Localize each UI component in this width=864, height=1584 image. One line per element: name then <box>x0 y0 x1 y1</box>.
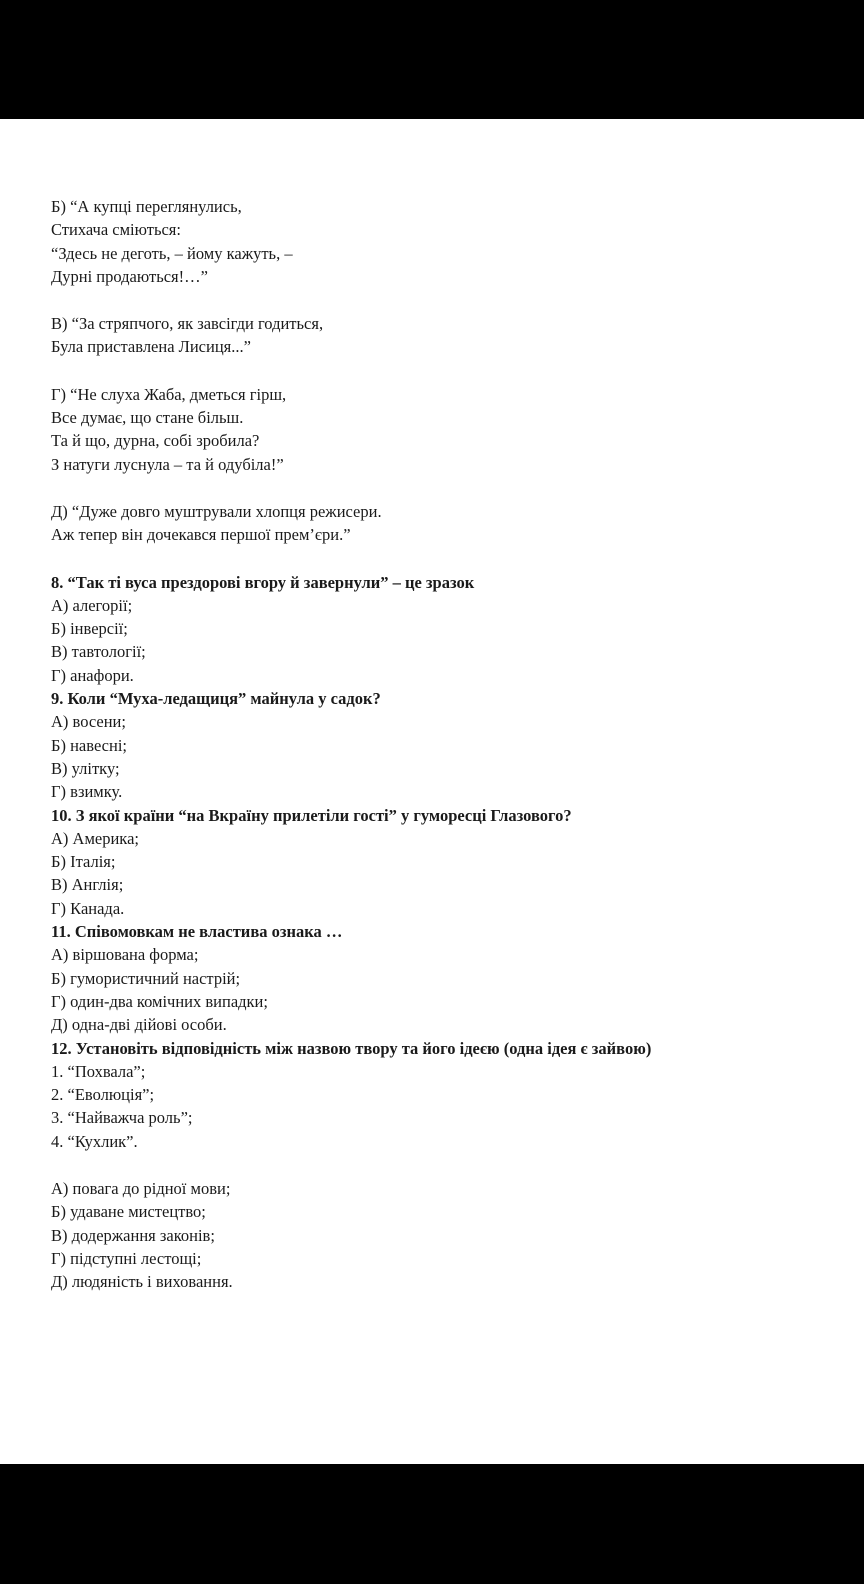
idea-option: В) додержання законів; <box>51 1225 215 1245</box>
idea-option: Д) людяність і виховання. <box>51 1272 233 1292</box>
excerpt-b <box>51 195 851 288</box>
excerpt-h <box>51 383 851 476</box>
question-8 <box>51 571 851 687</box>
excerpt-line: “Здесь не деготь, – йому кажуть, – <box>51 243 293 263</box>
excerpt-line: Та й що, дурна, собі зробила? <box>51 431 260 451</box>
excerpt-line: Д) “Дуже довго муштрували хлопця режисери. <box>51 501 382 521</box>
answer-option: Г) анафори. <box>51 665 134 685</box>
answer-option: В) улітку; <box>51 758 120 778</box>
question-text: 12. Установіть відповідність між назвою твору та його ідеєю (одна ідея є зайвою) <box>51 1038 652 1058</box>
answer-option: А) Америка; <box>51 828 139 848</box>
work-title: 3. “Найважча роль”; <box>51 1108 193 1128</box>
excerpt-line: Була приставлена Лисиця...” <box>51 337 251 357</box>
answer-option: Б) Італія; <box>51 852 116 872</box>
question-11 <box>51 920 851 1036</box>
excerpt-line: В) “За стряпчого, як завсігди годиться, <box>51 314 324 334</box>
work-title: 1. “Похвала”; <box>51 1061 146 1081</box>
spacer <box>51 476 851 500</box>
spacer <box>51 288 851 312</box>
work-title: 4. “Кухлик”. <box>51 1131 138 1151</box>
idea-option: Б) удаване мистецтво; <box>51 1202 206 1222</box>
answer-option: Б) гумористичний настрій; <box>51 968 241 988</box>
idea-option: А) повага до рідної мови; <box>51 1178 231 1198</box>
question-text: 8. “Так ті вуса прездорові вгору й завернули” – це зразок <box>51 572 475 592</box>
question-9 <box>51 687 851 803</box>
answer-option: А) восени; <box>51 712 126 732</box>
spacer <box>51 359 851 383</box>
answer-option: А) віршована форма; <box>51 945 199 965</box>
spacer <box>51 547 851 571</box>
excerpt-line: Стихача сміються: <box>51 220 181 240</box>
answer-option: Г) взимку. <box>51 782 123 802</box>
excerpt-line: З натуги луснула – та й одубіла!” <box>51 454 284 474</box>
question-text: 9. Коли “Муха-ледащиця” майнула у садок? <box>51 689 381 709</box>
work-title: 2. “Еволюція”; <box>51 1085 155 1105</box>
excerpt-line: Б) “А купці переглянулись, <box>51 197 242 216</box>
document-page <box>0 119 864 1464</box>
answer-option: Д) одна-дві дійові особи. <box>51 1015 227 1035</box>
excerpt-line: Г) “Не слуха Жаба, дметься гірш, <box>51 384 287 404</box>
question-12 <box>51 1037 851 1294</box>
idea-option: Г) підступні лестощі; <box>51 1248 202 1268</box>
excerpt-d <box>51 500 851 547</box>
document-text <box>51 195 851 1293</box>
answer-option: Б) навесні; <box>51 735 127 755</box>
excerpt-line: Дурні продаються!…” <box>51 266 208 286</box>
answer-option: В) тавтології; <box>51 642 146 662</box>
excerpt-line: Аж тепер він дочекався першої прем’єри.” <box>51 525 351 545</box>
question-10 <box>51 804 851 920</box>
answer-option: Б) інверсії; <box>51 619 128 639</box>
excerpt-v <box>51 312 851 359</box>
question-text: 10. З якої країни “на Вкраїну прилетіли гості” у гуморесці Глазового? <box>51 805 572 825</box>
answer-option: А) алегорії; <box>51 595 133 615</box>
answer-option: В) Англія; <box>51 875 124 895</box>
spacer <box>51 1153 851 1177</box>
answer-option: Г) Канада. <box>51 898 125 918</box>
question-text: 11. Співомовкам не властива ознака … <box>51 922 343 942</box>
excerpt-line: Все думає, що стане більш. <box>51 408 244 428</box>
answer-option: Г) один-два комічних випадки; <box>51 991 268 1011</box>
